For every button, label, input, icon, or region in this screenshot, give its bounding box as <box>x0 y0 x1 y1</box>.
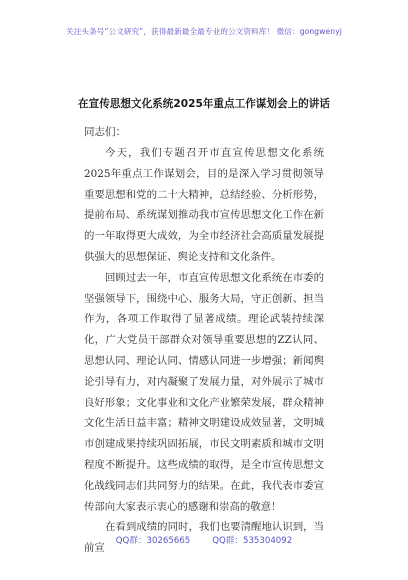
document-title: 在宣传思想文化系统2025年重点工作谋划会上的讲话 <box>78 98 330 110</box>
paragraph: 在看到成绩的同时，我们也要清醒地认识到，当前宣 <box>84 521 324 555</box>
document-body <box>84 143 324 559</box>
salutation: 同志们： <box>84 126 126 138</box>
footer-contact <box>0 534 408 546</box>
qq-group-1: QQ群：30265665 <box>115 536 191 546</box>
paragraph: 回顾过去一年，市直宣传思想文化系统在市委的坚强领导下，围绕中心、服务大局，守正创新、担当作为，各项工作取得了显著成绩。理论武装持续深化，广大党员干部群众对领导重要思想的ZZ认同、思想认同、理论认同、情感认同进一步增强；新闻舆论引导有力，对内凝聚了发展力量，对外展示了城市良好形象；文化事业和文化产业繁荣发展，群众精神文化生活日益丰富；精神文明建设成效显著，文明城市创建成果持续巩固拓展，市民文明素质和城市文明程度不断提升。这些成绩的取得，是全市宣传思想文化战线同志们共同努力的结果。在此，我代表市委宣传部向大家表示衷心的感谢和崇高的敬意！ <box>84 271 324 513</box>
header-banner: 关注头条号“公文研究”，获得最新最全最专业的公文资料库！ 微信：gongwenyj <box>66 27 342 36</box>
qq-group-2: QQ群：535304092 <box>212 536 293 546</box>
paragraph: 今天，我们专题召开市直宣传思想文化系统2025年重点工作谋划会，目的是深入学习贯彻领导重要思想和党的二十大精神，总结经验、分析形势，提前布局、系统谋划推动我市宣传思想文化工作在新的一年取得更大成效，为全市经济社会高质量发展提供强大的思想保证、舆论支持和文化条件。 <box>84 147 324 263</box>
